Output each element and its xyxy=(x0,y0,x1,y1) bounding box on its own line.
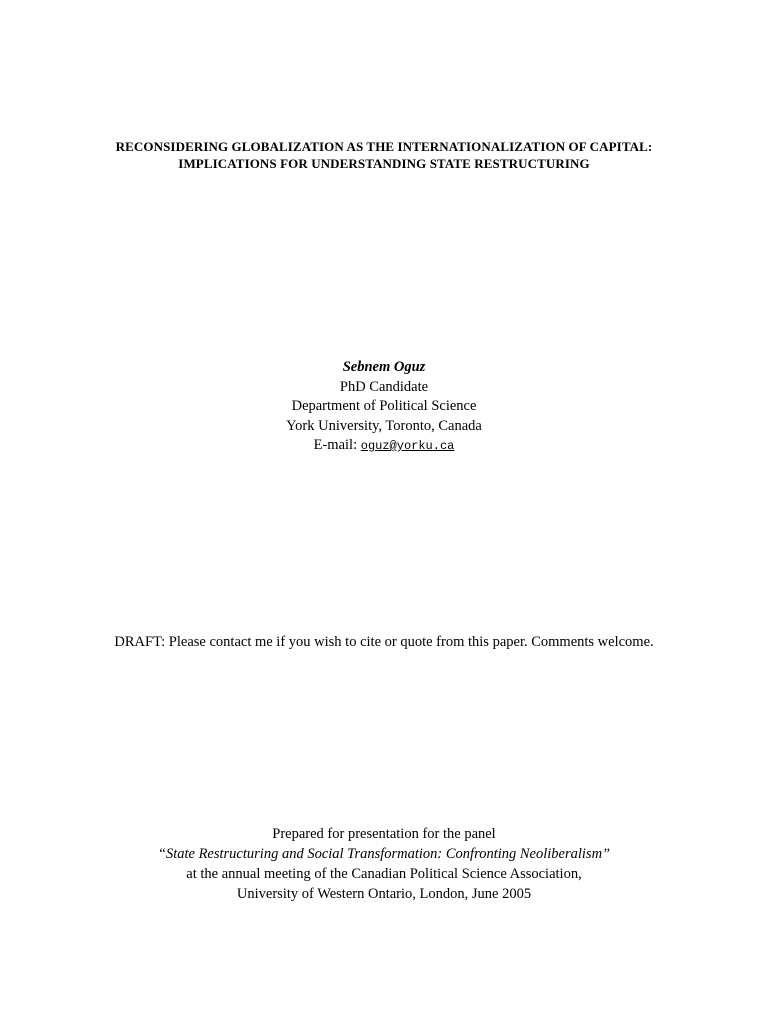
author-position: PhD Candidate xyxy=(339,378,429,395)
presentation-note xyxy=(0,824,768,904)
draft-note: DRAFT: Please contact me if you wish to cite or quote from this paper. Comments welcome. xyxy=(114,634,654,650)
presentation-line-4: University of Western Ontario, London, June 2005 xyxy=(236,886,532,902)
presentation-line-3: at the annual meeting of the Canadian Political Science Association, xyxy=(186,866,582,882)
email-label: E-mail: xyxy=(313,437,361,453)
author-name: Sebnem Oguz xyxy=(342,359,426,375)
author-department: Department of Political Science xyxy=(291,398,477,414)
email-link[interactable]: oguz@yorku.ca xyxy=(360,439,455,453)
paper-title-line-2: IMPLICATIONS FOR UNDERSTANDING STATE RESTRUCTURING xyxy=(178,156,590,171)
paper-title-line-1: RECONSIDERING GLOBALIZATION AS THE INTERNATIONALIZATION OF CAPITAL: xyxy=(115,139,653,154)
author-block xyxy=(0,358,768,457)
panel-title: “State Restructuring and Social Transformation: Confronting Neoliberalism” xyxy=(157,846,611,862)
paper-title xyxy=(0,138,768,172)
author-institution: York University, Toronto, Canada xyxy=(286,417,482,434)
author-email-line xyxy=(0,436,768,457)
presentation-line-1: Prepared for presentation for the panel xyxy=(272,826,496,842)
